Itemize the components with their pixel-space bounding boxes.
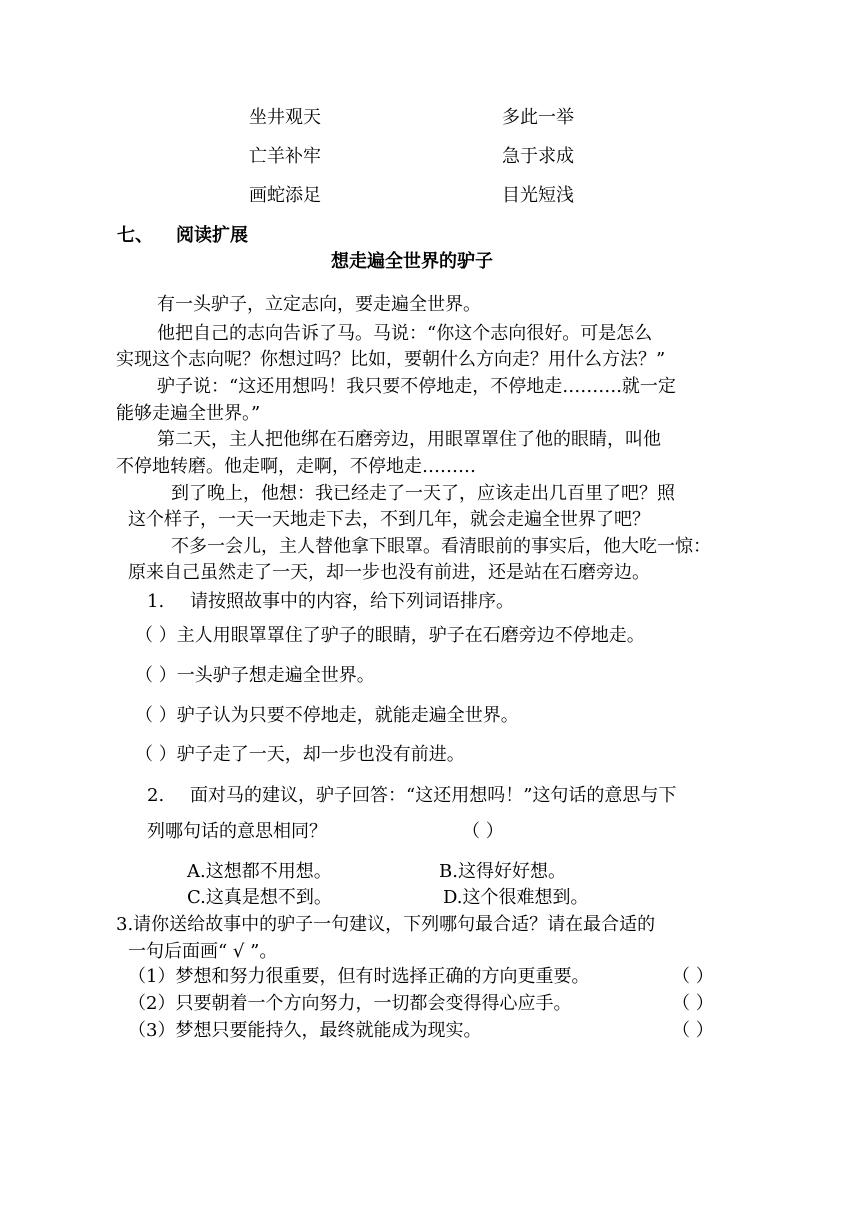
section-title: 阅读扩展 bbox=[176, 225, 248, 246]
q3-item-text: （2）只要朝着一个方向努力，一切都会变得得心应手。 bbox=[128, 993, 572, 1014]
q2-prompt-line2: 列哪句话的意思相同？ bbox=[147, 821, 327, 842]
story-line: 到了晚上，他想：我已经走了一天了，应该走出几百里了吧？照 bbox=[171, 483, 675, 504]
story-line: 有一头驴子，立定志向，要走遍全世界。 bbox=[157, 294, 481, 315]
story-title: 想走遍全世界的驴子 bbox=[331, 251, 493, 272]
idiom-right-1: 多此一举 bbox=[502, 107, 574, 128]
idiom-right-2: 急于求成 bbox=[502, 146, 574, 167]
q1-item: （ ）驴子走了一天，却一步也没有前进。 bbox=[135, 744, 465, 765]
q2-option-a: A.这想都不用想。 bbox=[187, 861, 332, 882]
q1-item: （ ）驴子认为只要不停地走，就能走遍全世界。 bbox=[135, 705, 519, 726]
q2-number: 2. bbox=[147, 785, 165, 806]
story-line: 驴子说：“这还用想吗！我只要不停地走，不停地走……….就一定 bbox=[157, 376, 676, 397]
story-line: 不多一会儿，主人替他拿下眼罩。看清眼前的事实后，他大吃一惊： bbox=[171, 536, 711, 557]
q3-prompt-line2: 一句后面画“ √ ”。 bbox=[128, 941, 278, 962]
idiom-left-3: 画蛇添足 bbox=[249, 185, 321, 206]
idiom-left-2: 亡羊补牢 bbox=[249, 146, 321, 167]
q3-item-blank: （ ） bbox=[672, 1020, 714, 1041]
section-number: 七、 bbox=[117, 225, 153, 246]
q2-prompt-line1: 面对马的建议，驴子回答：“这还用想吗！”这句话的意思与下 bbox=[190, 785, 677, 806]
q1-item: （ ）主人用眼罩罩住了驴子的眼睛，驴子在石磨旁边不停地走。 bbox=[135, 625, 645, 646]
q3-prompt-line1: 3.请你送给故事中的驴子一句建议，下列哪句最合适？请在最合适的 bbox=[116, 914, 656, 935]
story-line: 不停地转磨。他走啊，走啊，不停地走……… bbox=[116, 456, 476, 477]
story-line: 他把自己的志向告诉了马。马说：“你这个志向很好。可是怎么 bbox=[157, 323, 653, 344]
q2-option-d: D.这个很难想到。 bbox=[443, 887, 589, 908]
q1-number: 1. bbox=[147, 591, 165, 612]
story-line: 实现这个志向呢？你想过吗？比如，要朝什么方向走？用什么方法？” bbox=[116, 349, 666, 370]
q2-answer-blank: （ ） bbox=[462, 821, 504, 842]
story-line: 能够走遍全世界。” bbox=[116, 403, 261, 424]
q3-item-blank: （ ） bbox=[672, 966, 714, 987]
idiom-right-3: 目光短浅 bbox=[502, 185, 574, 206]
q3-item-text: （3）梦想只要能持久，最终就能成为现实。 bbox=[128, 1020, 482, 1041]
idiom-left-1: 坐井观天 bbox=[249, 107, 321, 128]
q3-item-blank: （ ） bbox=[672, 993, 714, 1014]
story-line: 这个样子，一天一天地走下去，不到几年，就会走遍全世界了吧？ bbox=[128, 509, 650, 530]
q2-option-b: B.这得好好想。 bbox=[439, 861, 566, 882]
q1-item: （ ）一头驴子想走遍全世界。 bbox=[135, 665, 375, 686]
story-line: 原来自己虽然走了一天，却一步也没有前进，还是站在石磨旁边。 bbox=[128, 562, 650, 583]
q1-prompt: 请按照故事中的内容，给下列词语排序。 bbox=[190, 591, 514, 612]
story-line: 第二天，主人把他绑在石磨旁边，用眼罩罩住了他的眼睛，叫他 bbox=[157, 429, 661, 450]
q3-item-text: （1）梦想和努力很重要，但有时选择正确的方向更重要。 bbox=[128, 966, 590, 987]
q2-option-c: C.这真是想不到。 bbox=[187, 887, 332, 908]
